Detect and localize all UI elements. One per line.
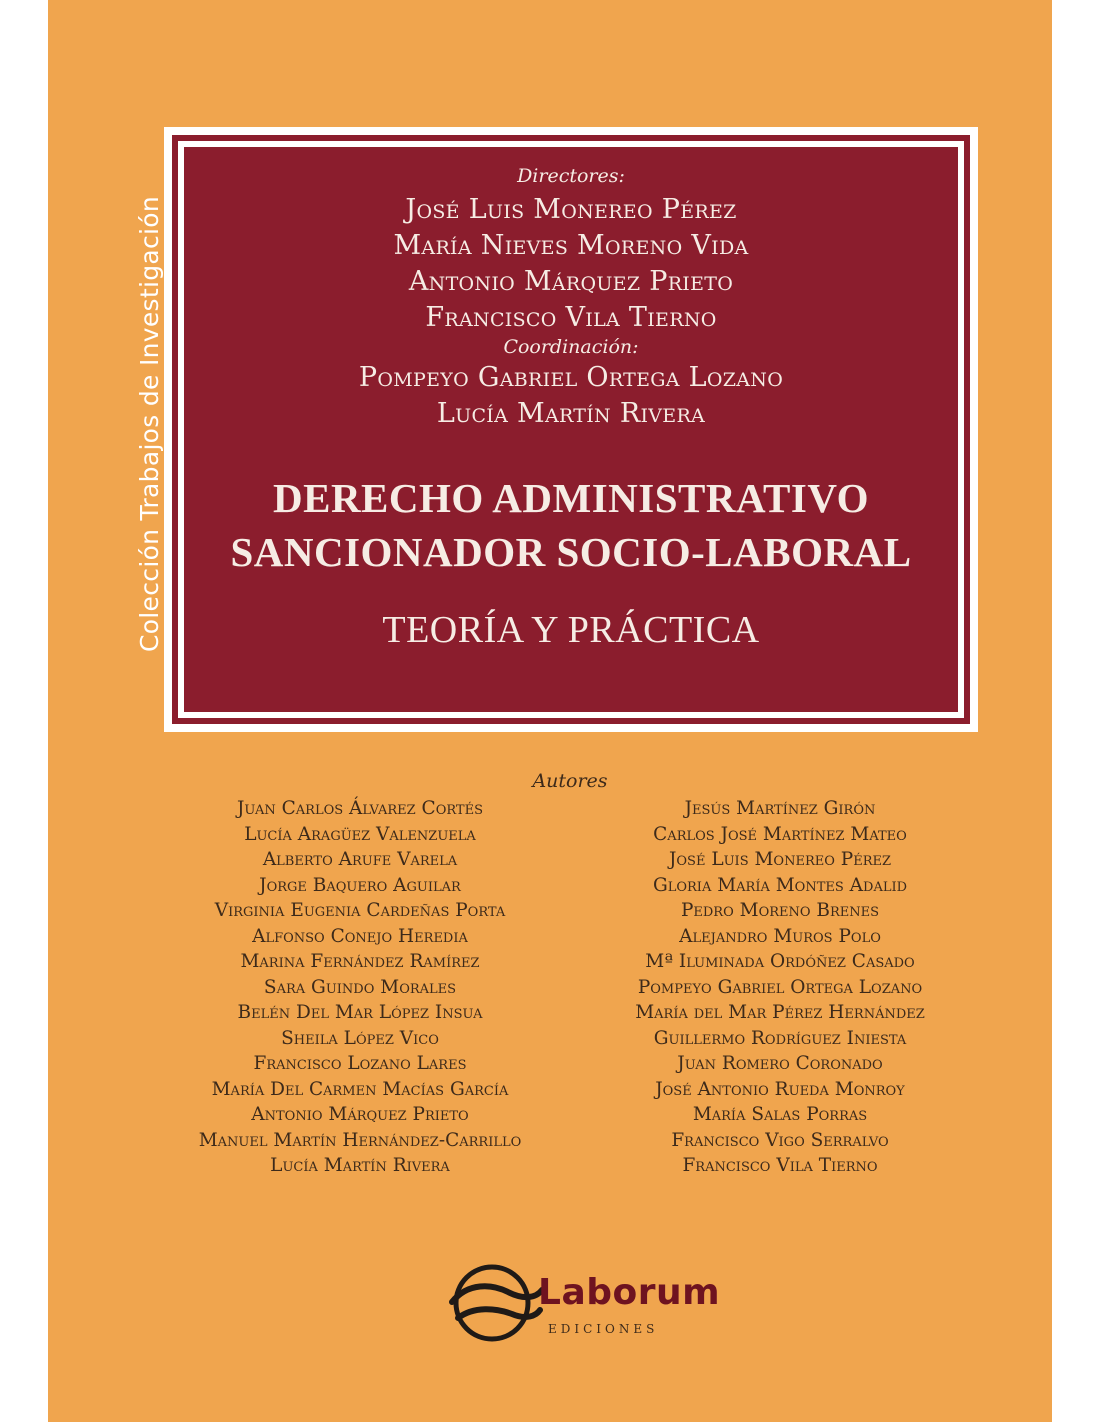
series-name: Colección Trabajos de Investigación	[135, 195, 164, 653]
author-name: María Salas Porras	[692, 1104, 868, 1125]
author-name: Virginia Eugenia Cardeñas Porta	[214, 900, 506, 921]
author-name: María del Mar Pérez Hernández	[635, 1002, 925, 1023]
author-name: Pompeyo Gabriel Ortega Lozano	[637, 976, 923, 998]
publisher-name: Laborum	[538, 1272, 721, 1313]
authors-left-column	[150, 796, 570, 1179]
author-name: Alberto Arufe Varela	[262, 849, 458, 870]
publisher-subtitle: EDICIONES	[548, 1322, 659, 1336]
author-name: Sheila López Vico	[281, 1027, 439, 1049]
author-name: Francisco Vila Tierno	[682, 1155, 878, 1176]
author-name: Marina Fernández Ramírez	[240, 951, 480, 972]
authors-right-column	[570, 796, 990, 1179]
directors-label: Directores:	[517, 165, 625, 187]
author-name: Alejandro Muros Polo	[679, 925, 881, 947]
author-name: Francisco Lozano Lares	[253, 1053, 467, 1074]
author-name: Manuel Martín Hernández-Carrillo	[198, 1129, 522, 1151]
author-name: Jesús Martínez Girón	[684, 798, 876, 819]
author-name: Antonio Márquez Prieto	[251, 1104, 469, 1125]
director-name: María Nieves Moreno Vida	[393, 230, 749, 261]
director-name: José Luis Monereo Pérez	[405, 194, 737, 225]
director-name: Francisco Vila Tierno	[425, 302, 717, 333]
book-subtitle: TEORÍA Y PRÁCTICA	[382, 609, 760, 651]
author-name: Belén Del Mar López Insua	[237, 1002, 483, 1023]
author-name: Francisco Vigo Serralvo	[671, 1129, 889, 1151]
author-name: Juan Carlos Álvarez Cortés	[237, 798, 483, 819]
author-name: Pedro Moreno Brenes	[680, 900, 880, 921]
author-name: Lucía Aragüez Valenzuela	[244, 823, 476, 845]
book-title-line2: SANCIONADOR SOCIO-LABORAL	[230, 529, 912, 575]
author-name: Mª Iluminada Ordóñez Casado	[645, 951, 915, 972]
coordinator-name: Pompeyo Gabriel Ortega Lozano	[358, 362, 784, 393]
authors-label: Autores	[532, 770, 608, 792]
author-name: Juan Romero Coronado	[677, 1053, 883, 1074]
book-title-line1: DERECHO ADMINISTRATIVO	[272, 475, 870, 521]
author-name: Gloria María Montes Adalid	[652, 874, 908, 896]
coordinator-name: Lucía Martín Rivera	[436, 398, 706, 429]
author-name: Alfonso Conejo Heredia	[252, 925, 468, 947]
author-name: Sara Guindo Morales	[263, 976, 457, 998]
author-name: María Del Carmen Macías García	[211, 1078, 509, 1100]
author-name: José Luis Monereo Pérez	[668, 849, 892, 870]
coordination-label: Coordinación:	[503, 336, 639, 358]
author-name: Carlos José Martínez Mateo	[653, 823, 907, 845]
author-name: Guillermo Rodríguez Iniesta	[653, 1027, 907, 1049]
author-name: José Antonio Rueda Monroy	[655, 1078, 905, 1100]
author-name: Jorge Baquero Aguilar	[259, 874, 461, 896]
author-name: Lucía Martín Rivera	[270, 1155, 450, 1176]
director-name: Antonio Márquez Prieto	[408, 266, 734, 297]
